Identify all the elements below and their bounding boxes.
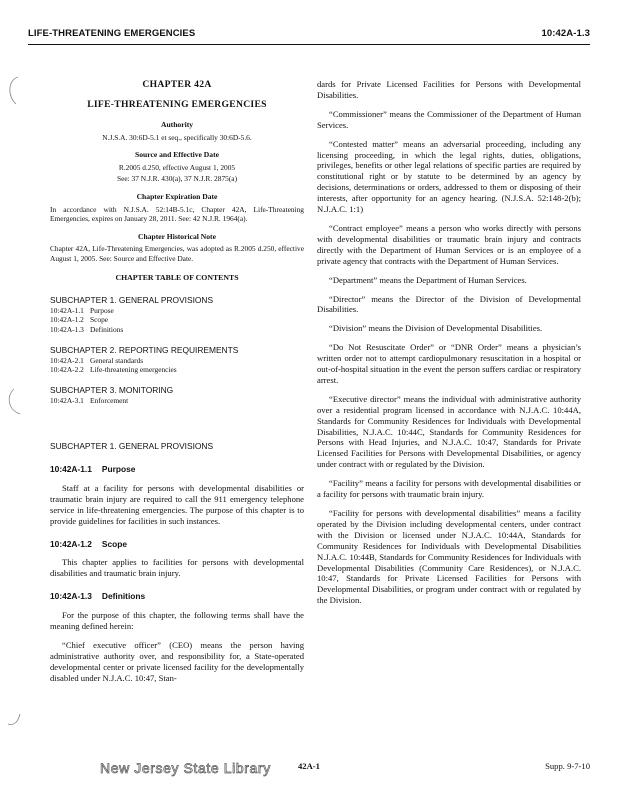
punch-hole-mark bbox=[4, 700, 24, 736]
sections bbox=[50, 464, 304, 684]
toc-entry-number: 10:42A-3.1 bbox=[50, 395, 84, 405]
toc-entry-label: General standards bbox=[90, 355, 144, 365]
section-title bbox=[50, 464, 304, 475]
subchapter-heading: SUBCHAPTER 1. GENERAL PROVISIONS bbox=[50, 441, 214, 452]
toc-entry-label: Purpose bbox=[90, 306, 114, 316]
toc-title: CHAPTER TABLE OF CONTENTS bbox=[115, 273, 239, 283]
section-title bbox=[50, 591, 304, 602]
definition-paragraph: “Director” means the Director of the Division of Developmental Disabilities. bbox=[317, 293, 581, 315]
section-paragraph: This chapter applies to facilities for persons with developmental disabilities and traumatic brain injury. bbox=[50, 557, 304, 579]
header-section-number: 10:42A-1.3 bbox=[541, 28, 590, 39]
section-paragraph: “Chief executive officer” (CEO) means the person having administrative authority over, and responsibility for, a State-operated developmental center or private licensed facility for the developmentally disabled under N.J.A.C. 10:47, Stan- bbox=[50, 640, 304, 683]
section-paragraph: Staff at a facility for persons with developmental disabilities or traumatic brain injury are required to call the 911 emergency telephone service in life-threatening emergencies. The purpose of this chapter is to provide guidelines for facilities in such instances. bbox=[50, 482, 304, 526]
library-watermark: New Jersey State Library bbox=[100, 760, 271, 776]
toc-entry-label: Definitions bbox=[90, 324, 124, 334]
header-rule bbox=[28, 44, 590, 45]
front-text: R.2005 d.250, effective August 1, 2005 bbox=[118, 163, 236, 173]
toc-entry bbox=[50, 325, 304, 334]
toc-entry bbox=[50, 396, 304, 405]
supplement-date: Supp. 9-7-10 bbox=[545, 761, 590, 771]
definition-paragraph: “Department” means the Department of Human Services. bbox=[329, 274, 527, 285]
chapter-number: CHAPTER 42A bbox=[142, 79, 212, 90]
definition-paragraph: “Do Not Resuscitate Order” or “DNR Order” means a physician’s written order not to attempt cardiopulmonary resuscitation in a hospital or out-of-hospital situation in the event the person suffers cardiac or respiratory arrest. bbox=[317, 342, 581, 385]
section-name: Purpose bbox=[101, 464, 136, 475]
page-footer bbox=[28, 758, 590, 778]
definition-paragraph: “Division” means the Division of Developmental Disabilities. bbox=[329, 323, 543, 334]
toc-entry bbox=[50, 306, 304, 315]
toc-subchapter: SUBCHAPTER 3. MONITORING bbox=[50, 385, 174, 396]
toc-entry-number: 10:42A-1.2 bbox=[50, 315, 84, 325]
front-heading: Authority bbox=[160, 119, 194, 129]
toc-entry bbox=[50, 315, 304, 324]
definition-paragraph: “Contested matter” means an adversarial proceeding, including any licensing proceeding, in which the legal rights, duties, obligations, privileges, benefits or other legal relations of specific parties are required by constitutional right or by statute to be determined by an agency by decisions, determinations or orders, addressed to them or disposing of their interests, after opportunity for an agency hearing. (N.J.S.A. 52:148-2(b); N.J.A.C. 1:1) bbox=[317, 138, 581, 215]
toc-entry bbox=[50, 356, 304, 365]
toc-entry bbox=[50, 365, 304, 374]
toc-entry-label: Enforcement bbox=[90, 395, 129, 405]
section-number: 10:42A-1.1 bbox=[50, 464, 92, 475]
chapter-title: LIFE-THREATENING EMERGENCIES bbox=[87, 98, 267, 110]
toc-subchapter: SUBCHAPTER 1. GENERAL PROVISIONS bbox=[50, 295, 214, 306]
front-text: See: 37 N.J.R. 430(a), 37 N.J.R. 2875(a) bbox=[116, 174, 238, 184]
definition-paragraph: “Facility” means a facility for persons with developmental disabilities or a facility for persons with traumatic brain injury. bbox=[317, 478, 581, 500]
toc-entry-label: Life-threatening emergencies bbox=[90, 364, 177, 374]
running-header bbox=[28, 28, 590, 42]
definition-paragraph: “Commissioner” means the Commissioner of the Department of Human Services. bbox=[317, 108, 581, 130]
front-heading: Chapter Historical Note bbox=[138, 231, 216, 241]
front-heading: Source and Effective Date bbox=[134, 150, 219, 160]
toc-entry-number: 10:42A-2.2 bbox=[50, 364, 84, 374]
section-number: 10:42A-1.2 bbox=[50, 538, 92, 549]
front-text: N.J.S.A. 30:6D-5.1 et seq., specifically 30:6D-5.6. bbox=[102, 132, 252, 142]
section-name: Scope bbox=[101, 538, 128, 549]
table-of-contents bbox=[50, 295, 304, 405]
toc-entry-number: 10:42A-1.3 bbox=[50, 324, 84, 334]
definition-paragraph: “Facility for persons with developmental disabilities” means a facility operated by the Division including developmental centers, under contract with the Division or licensed under N.J.A.C. 10:44A, Standards for Community Residences for Individuals with Developmental Disabilities N.J.A.C. 10:44B, Standards for Community Residences for Individuals with Developmental Disabilities (Community Care Residences), or N.J.A.C. 10:47, Standards for Private Licensed Facilities for Persons with Developmental Disabilities, or program under contract with or regulated by the Division. bbox=[317, 508, 581, 606]
front-matter bbox=[50, 120, 304, 263]
page-number: 42A-1 bbox=[298, 761, 320, 771]
definition-paragraph: “Contract employee” means a person who works directly with persons with developmental disabilities or traumatic brain injury and contracts directly with the Department of Human Services or is an employee of a private agency that contracts with the Department of Human Services. bbox=[317, 222, 581, 266]
punch-hole-mark bbox=[4, 74, 24, 110]
front-heading: Chapter Expiration Date bbox=[136, 191, 218, 201]
front-text: Chapter 42A, Life-Threatening Emergencies, was adopted as R.2005 d.250, effective August 1, 2005. See: Source and Effective Date. bbox=[50, 244, 304, 263]
definition-paragraph: dards for Private Licensed Facilities for Persons with Developmental Disabilities. bbox=[317, 79, 581, 100]
front-text: In accordance with N.J.S.A. 52:14B-5.1c, Chapter 42A, Life-Threatening Emergencies, expires on January 28, 2011. See: 42 N.J.R. 1964(a). bbox=[50, 204, 304, 224]
header-title: LIFE-THREATENING EMERGENCIES bbox=[28, 28, 196, 39]
toc-subchapter: SUBCHAPTER 2. REPORTING REQUIREMENTS bbox=[50, 344, 239, 355]
section-name: Definitions bbox=[101, 591, 146, 602]
toc-entry-number: 10:42A-1.1 bbox=[50, 306, 84, 316]
toc-entry-label: Scope bbox=[90, 315, 109, 325]
toc-entry-number: 10:42A-2.1 bbox=[50, 355, 84, 365]
section-number: 10:42A-1.3 bbox=[50, 591, 92, 602]
punch-hole-mark bbox=[4, 386, 24, 422]
left-column bbox=[50, 80, 304, 684]
section-title bbox=[50, 539, 304, 550]
right-column bbox=[317, 79, 581, 606]
section-paragraph: For the purpose of this chapter, the following terms shall have the meaning defined herein: bbox=[50, 610, 304, 632]
definition-paragraph: “Executive director” means the individual with administrative authority over a residential program licensed in accordance with N.J.A.C. 10:44A, Standards for Community Residences for Individuals with Developmental Disabilities, N.J.A.C. 10:44C, Standards for Community Residences for Persons with Head Injuries, and N.J.A.C. 10:47, Standards for Private Licensed Facilities for Persons with Developmental Disabilities, or agency under contract with or regulated by the Division. bbox=[317, 393, 581, 470]
